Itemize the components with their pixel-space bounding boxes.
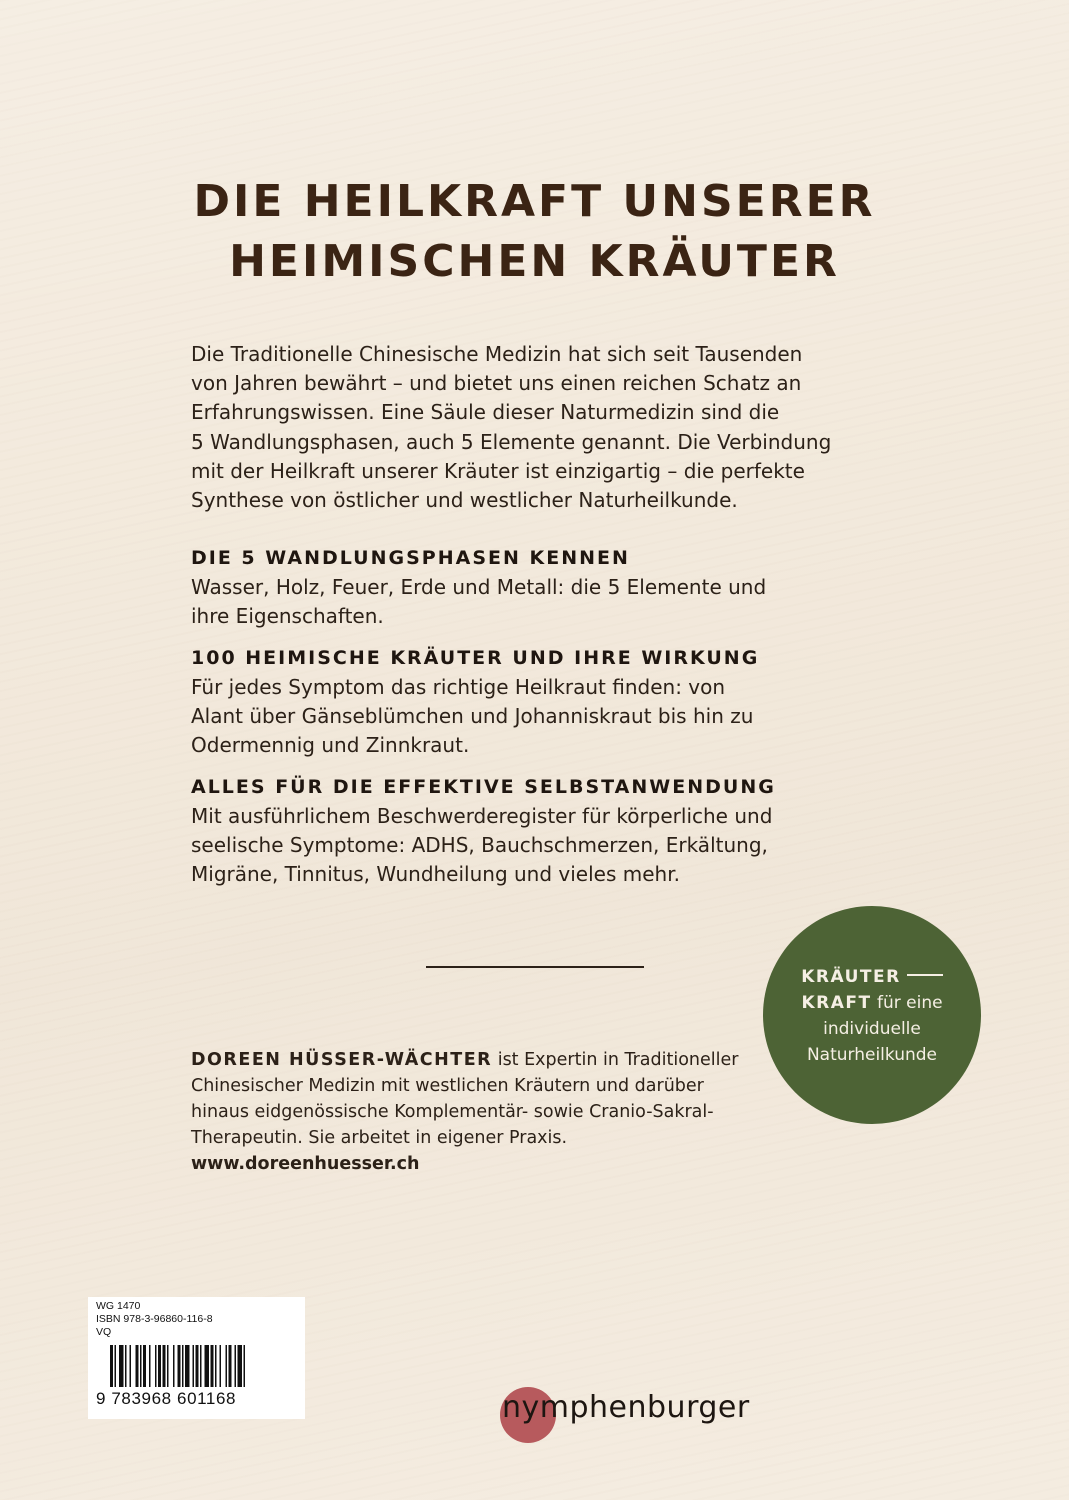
- barcode-bar: [200, 1345, 202, 1387]
- barcode-bar: [244, 1345, 246, 1387]
- author-bio-line-1: ist Expertin in Traditioneller: [492, 1050, 739, 1070]
- feature-heading-herbs: 100 HEIMISCHE KRÄUTER UND IHRE WIRKUNG: [191, 647, 760, 669]
- barcode-bar: [125, 1345, 127, 1387]
- feature-section-phases: [191, 544, 891, 631]
- barcode-bar: [226, 1345, 228, 1387]
- barcode-bar: [215, 1345, 217, 1387]
- barcode-bar: [205, 1345, 210, 1387]
- feature-heading-selfuse: ALLES FÜR DIE EFFEKTIVE SELBSTANWENDUNG: [191, 776, 776, 798]
- barcode-bar: [143, 1345, 146, 1387]
- intro-paragraph: Die Traditionelle Chinesische Medizin hat sich seit Tausenden von Jahren bewährt – und bietet uns einen reichen Schatz an Erfahrungswissen. Eine Säule dieser Naturmedizin sind die 5 Wandlungsphasen, auch 5 Elemente genannt. Die Verbindung mit der Heilkraft unserer Kräuter ist einzigartig – die perfekte Synthese von östlicher und westlicher Naturheilkunde.: [191, 342, 832, 513]
- barcode-bar: [211, 1345, 214, 1387]
- barcode-bar: [178, 1345, 181, 1387]
- author-bio-line-2: Chinesischer Medizin mit westlichen Kräutern und darüber: [191, 1076, 704, 1096]
- barcode-bar: [115, 1345, 117, 1387]
- badge-line-1-text: KRÄUTER: [801, 967, 901, 987]
- barcode-bar: [173, 1345, 175, 1387]
- barcode-bar: [155, 1345, 157, 1387]
- barcode-wg: WG 1470: [96, 1300, 141, 1312]
- barcode-bar: [110, 1345, 113, 1387]
- barcode-bar: [149, 1345, 151, 1387]
- badge-line-2-rest: für eine: [871, 993, 943, 1013]
- badge-line-1: [763, 964, 981, 990]
- barcode-bar: [140, 1345, 142, 1387]
- author-website: www.doreenhuesser.ch: [191, 1154, 420, 1174]
- feature-section-selfuse: [191, 773, 891, 890]
- badge-line-4: Naturheilkunde: [806, 1045, 938, 1065]
- barcode-bar: [193, 1345, 195, 1387]
- book-title-line-2: HEIMISCHEN KRÄUTER: [229, 236, 840, 287]
- book-title-line-1: DIE HEILKRAFT UNSERER: [193, 176, 876, 227]
- badge-dash: [907, 974, 943, 976]
- author-bio-line-4: Therapeutin. Sie arbeitet in eigener Praxis.: [191, 1128, 568, 1148]
- book-title: [0, 172, 1069, 292]
- author-bio: [191, 1047, 791, 1177]
- barcode-label: [88, 1297, 305, 1419]
- barcode-bar: [136, 1345, 139, 1387]
- barcode-bar: [119, 1345, 124, 1387]
- feature-text-herbs: Für jedes Symptom das richtige Heilkraut finden: von Alant über Gänseblümchen und Johanniskraut bis hin zu Odermennig und Zinnkraut.: [191, 675, 754, 758]
- barcode-bar: [158, 1345, 161, 1387]
- feature-heading-phases: DIE 5 WANDLUNGSPHASEN KENNEN: [191, 547, 630, 569]
- author-name: DOREEN HÜSSER-WÄCHTER: [191, 1050, 493, 1070]
- author-bio-line-3: hinaus eidgenössische Komplementär- sowie Cranio-Sakral-: [191, 1102, 714, 1122]
- barcode-bar: [182, 1345, 184, 1387]
- barcode-digits: 9 783968 601168: [96, 1389, 237, 1408]
- kraeuterkraft-badge: [763, 906, 981, 1124]
- feature-section-herbs: [191, 644, 891, 761]
- barcode-bar: [167, 1345, 169, 1387]
- barcode-isbn: ISBN 978-3-96860-116-8: [96, 1313, 213, 1325]
- barcode-bar: [220, 1345, 222, 1387]
- barcode-vq: VQ: [96, 1326, 112, 1338]
- barcode-bar: [196, 1345, 199, 1387]
- publisher-logo: [500, 1380, 770, 1444]
- barcode-bar: [130, 1345, 132, 1387]
- feature-text-phases: Wasser, Holz, Feuer, Erde und Metall: die 5 Elemente und ihre Eigenschaften.: [191, 575, 767, 629]
- barcode-bar: [163, 1345, 166, 1387]
- badge-line-3: individuelle: [823, 1019, 921, 1039]
- badge-line-2-bold: KRAFT: [801, 993, 872, 1013]
- publisher-name: nymphenburger: [502, 1390, 750, 1425]
- badge-line-2: [763, 990, 981, 1016]
- barcode-bar: [185, 1345, 190, 1387]
- barcode-bar: [235, 1345, 237, 1387]
- barcode-bar: [238, 1345, 243, 1387]
- feature-text-selfuse: Mit ausführlichem Beschwerderegister für körperliche und seelische Symptome: ADHS, Bauchschmerzen, Erkältung, Migräne, Tinnitus, Wundheilung und vieles mehr.: [191, 804, 773, 887]
- divider-line: [426, 966, 644, 968]
- barcode-bar: [229, 1345, 232, 1387]
